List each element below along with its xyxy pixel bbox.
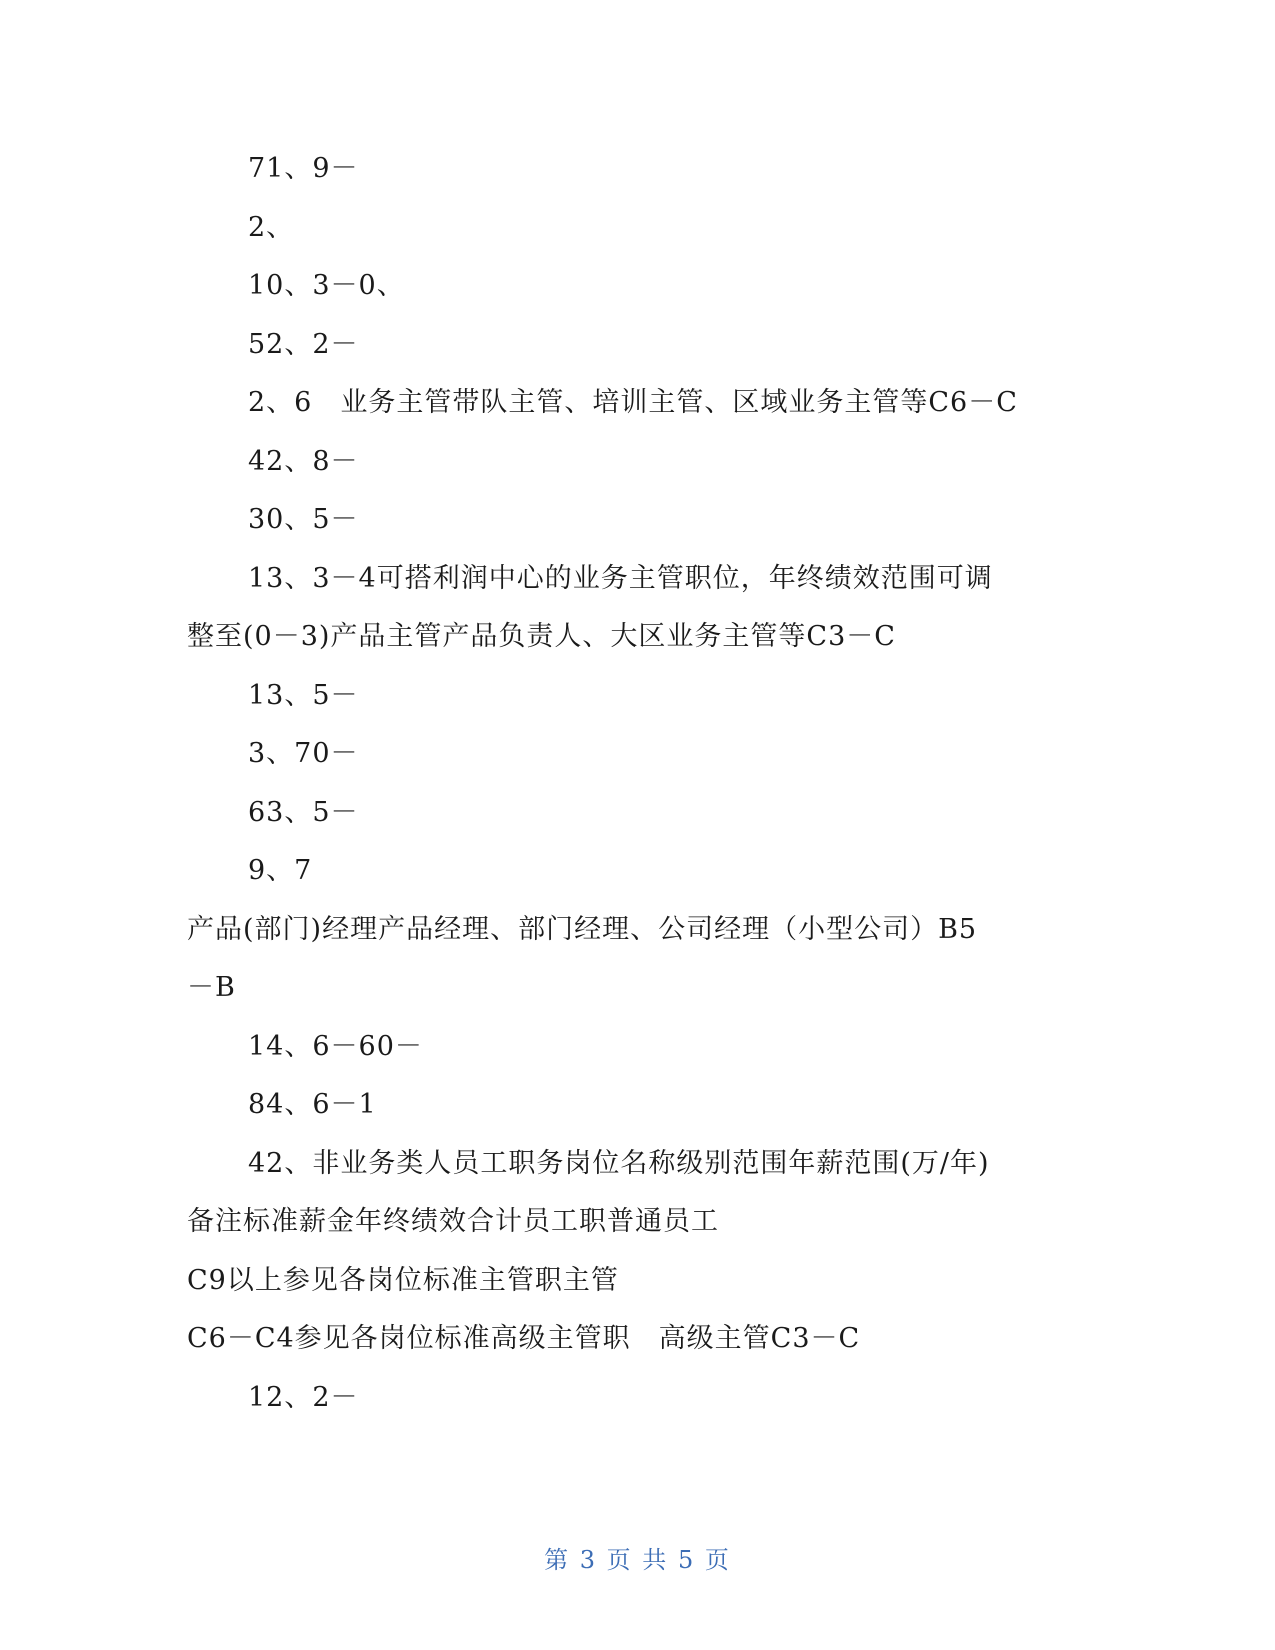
- text-line: 13、5－: [248, 679, 359, 711]
- text-line: 3、70－: [248, 738, 359, 769]
- text-line: 13、3－4可搭利润中心的业务主管职位，年终绩效范围可调: [248, 562, 993, 594]
- text-line: 30、5－: [248, 504, 359, 535]
- text-line: 备注标准薪金年终绩效合计员工职普通员工: [187, 1206, 719, 1237]
- text-line: C9以上参见各岗位标准主管职主管: [187, 1264, 619, 1296]
- text-line: 整至(0－3)产品主管产品负责人、大区业务主管等C3－C: [187, 621, 896, 652]
- text-line: 71、9－: [248, 153, 359, 184]
- text-line: 2、: [248, 211, 295, 243]
- document-body: [187, 140, 1087, 1427]
- text-line: 2、6 业务主管带队主管、培训主管、区域业务主管等C6－C: [248, 387, 1018, 418]
- text-line: 52、2－: [248, 328, 359, 360]
- text-line: 9、7: [248, 855, 313, 886]
- text-line: 产品(部门)经理产品经理、部门经理、公司经理（小型公司）B5: [187, 913, 978, 945]
- text-line: 42、非业务类人员工职务岗位名称级别范围年薪范围(万/年): [248, 1147, 990, 1179]
- text-line: 42、8－: [248, 445, 359, 477]
- text-line: 63、5－: [248, 796, 359, 828]
- text-line: 84、6－1: [248, 1089, 377, 1120]
- text-line: －B: [187, 972, 236, 1003]
- text-line: 14、6－60－: [248, 1030, 423, 1062]
- page-number-footer: 第 3 页 共 5 页: [544, 1546, 731, 1574]
- text-line: 12、2－: [248, 1381, 359, 1413]
- text-line: C6－C4参见各岗位标准高级主管职 高级主管C3－C: [187, 1323, 861, 1354]
- text-line: 10、3－0、: [248, 270, 405, 301]
